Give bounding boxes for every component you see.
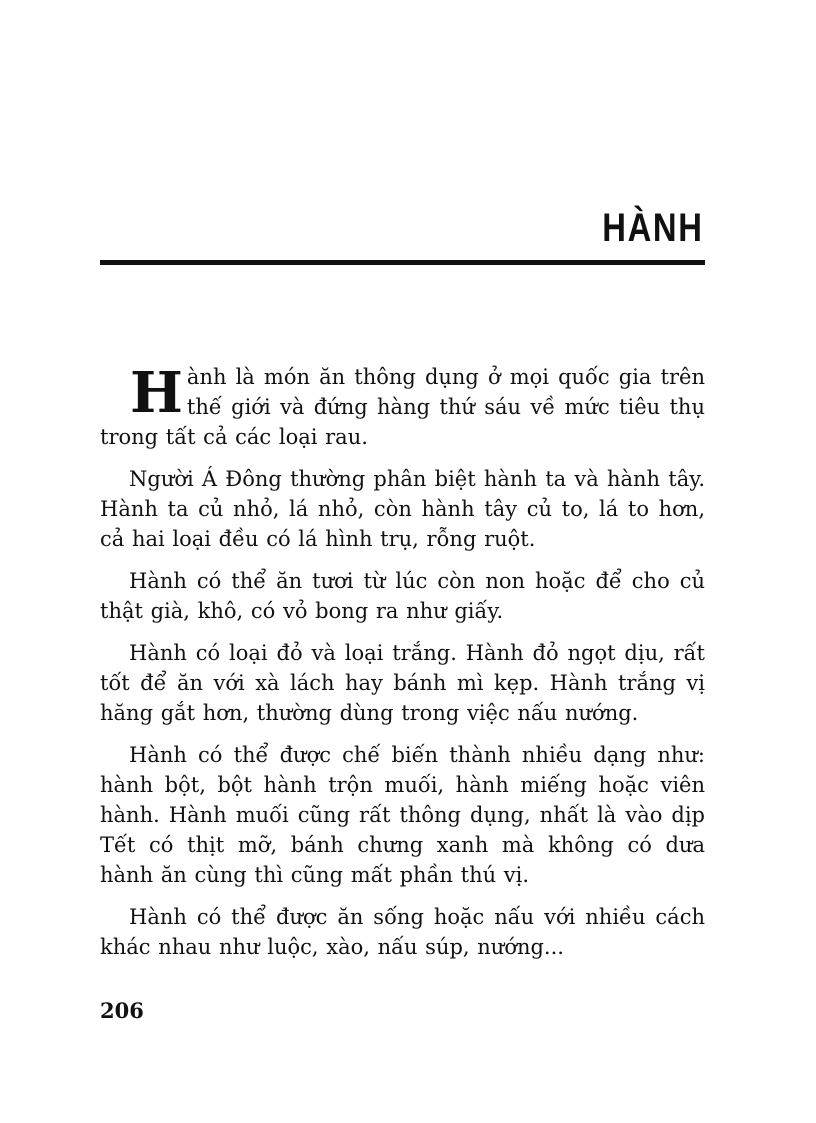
- paragraph: Hành có thể được ăn sống hoặc nấu với nhiều cách khác nhau như luộc, xào, nấu súp, nướng...: [100, 905, 705, 959]
- paragraph: Hành có loại đỏ và loại trắng. Hành đỏ ngọt dịu, rất tốt để ăn với xà lách hay bánh mì kẹp. Hành trắng vị hăng gắt hơn, thường dùng trong việc nấu nướng.: [100, 641, 705, 725]
- drop-cap: H: [130, 360, 183, 426]
- paragraph: Người Á Đông thường phân biệt hành ta và hành tây. Hành ta củ nhỏ, lá nhỏ, còn hành tây củ to, lá to hơn, cả hai loại đều có lá hình trụ, rỗng ruột.: [100, 467, 705, 551]
- page-number: 206: [100, 998, 144, 1023]
- title-divider: [100, 260, 705, 265]
- paragraph: Hành có thể ăn tươi từ lúc còn non hoặc để cho củ thật già, khô, có vỏ bong ra như giấy.: [100, 569, 705, 623]
- paragraph-intro: [100, 362, 705, 452]
- chapter-title: HÀNH: [602, 206, 704, 250]
- body-text: [100, 362, 705, 974]
- paragraph: Hành có thể được chế biến thành nhiều dạng như: hành bột, bột hành trộn muối, hành miếng hoặc viên hành. Hành muối cũng rất thông dụng, nhất là vào dịp Tết có thịt mỡ, bánh chưng xanh mà không có dưa hành ăn cùng thì cũng mất phần thú vị.: [100, 743, 705, 887]
- paragraph-intro-text: ành là món ăn thông dụng ở mọi quốc gia trên thế giới và đứng hàng thứ sáu về mức tiêu thụ trong tất cả các loại rau.: [100, 365, 705, 449]
